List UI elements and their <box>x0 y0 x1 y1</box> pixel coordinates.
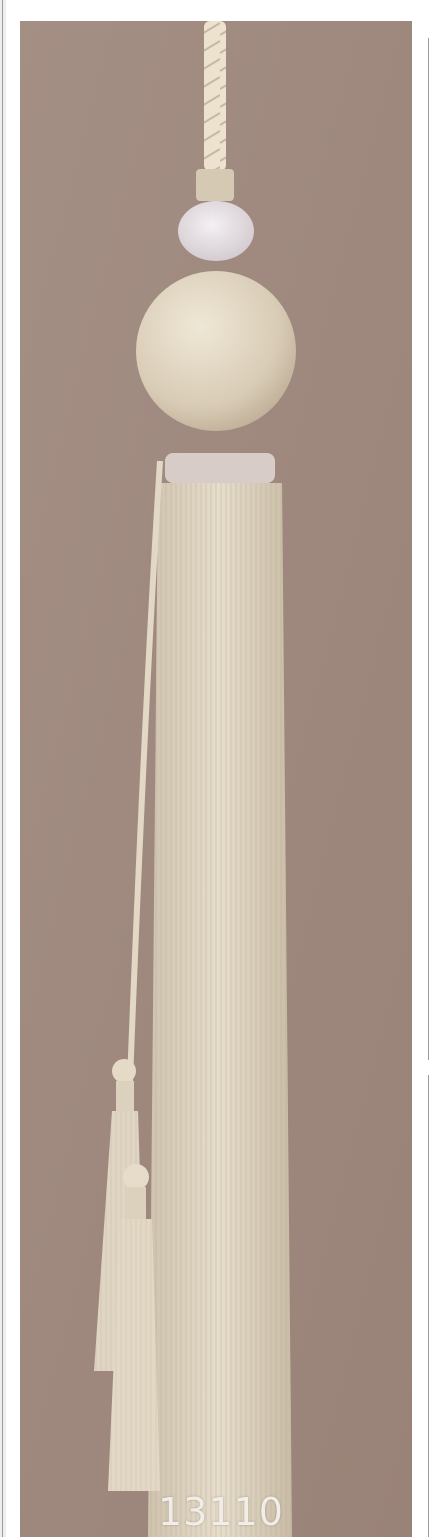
cord-collar <box>196 169 234 201</box>
tassel-illustration <box>20 21 412 1537</box>
top-cord <box>204 21 226 171</box>
product-code: 13110 <box>158 1490 284 1534</box>
right-divider-bottom <box>428 1075 429 1537</box>
left-divider <box>0 0 6 1537</box>
right-divider-top <box>428 38 429 1060</box>
product-photo <box>20 21 412 1537</box>
wrapped-ball <box>136 271 296 431</box>
wood-bead <box>178 201 254 261</box>
base-disc <box>165 453 275 483</box>
fringe-skirt <box>148 483 292 1537</box>
